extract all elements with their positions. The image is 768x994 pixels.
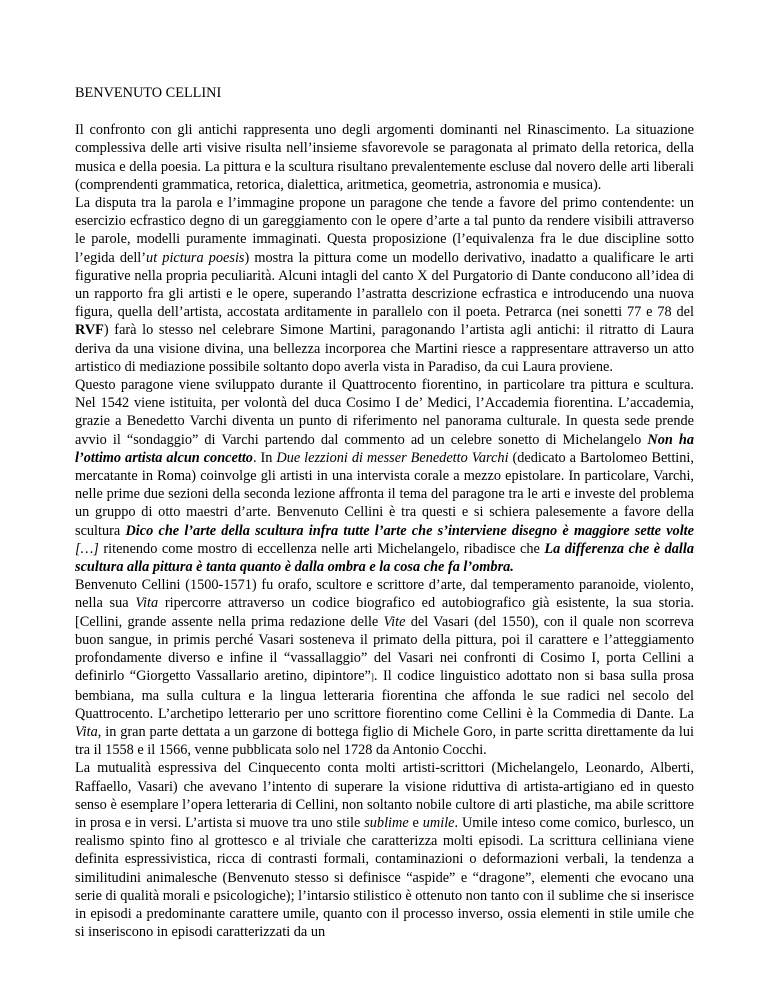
bracket: ]	[370, 672, 374, 683]
text-run: ) farà lo stesso nel celebrare Simone Martini, paragonando l’artista agli antichi: il ritratto di Laura deriva da una visione divina, una bellezza incorporea che Martini riesce a rappresentare attraverso un atto artistico di mediazione possibile soltanto dopo averla vista in Paradiso, da cui Laura proviene.	[75, 322, 694, 375]
paragraph-4	[75, 576, 694, 759]
paragraph-2	[75, 194, 694, 376]
italic-text: Vita	[75, 723, 98, 740]
italic-text: umile	[422, 814, 455, 831]
paragraph-3	[75, 376, 694, 576]
text-run: ritenendo come mostro di eccellenza nelle arti Michelangelo, ribadisce che	[98, 540, 545, 557]
text-run: La disputa tra la parola e l’immagine propone un paragone che tende a favore del primo contendente: un esercizio ecfrastico degno di un gareggiamento con le opere d’arte a tal punto da rendere visibili attraverso le parole, modelli puramente immaginati. Questa proposizione (l’equivalenza fra le due discipline sotto l’egida dell’	[75, 195, 694, 266]
ellipsis: […]	[75, 540, 99, 557]
text-run: ripercorre attraverso un codice biografico ed autobiografico già esistente, la sua storia. [Cellini, grande assente nella prima redazione delle	[75, 595, 694, 630]
italic-text: sublime	[364, 814, 409, 831]
italic-text: ut pictura poesis	[146, 249, 245, 266]
text-run: e	[408, 814, 423, 831]
bold-text: RVF	[75, 322, 104, 339]
italic-text: Vita	[135, 595, 159, 612]
text-run: ) mostra la pittura come un modello derivativo, inadatto a qualificare le arti figurative nella propria peculiarità. Alcuni intagli del canto X del Purgatorio di Dante conducono all’idea di un rapporto fra gli artisti e le opere, superando l’astratta descrizione ecfrastica e introducendo una nuova figura, quella dell’artista, accostata arditamente in parallelo con il poeta. Petrarca (nei sonetti 77 e 78 del	[75, 249, 695, 321]
text-run: Questo paragone viene sviluppato durante il Quattrocento fiorentino, in particolare tra pittura e scultura. Nel 1542 viene istituita, per volontà del duca Cosimo I de’ Medici, l’Accademia fiorentina. L’accademia, grazie a Benedetto Varchi diventa un punto di riferimento nel panorama culturale. In questa sede prende avvio il “sondaggio” di Varchi partendo dal commento ad un celebre sonetto di Michelangelo	[75, 377, 694, 448]
paragraph-5	[75, 759, 694, 941]
text-run: . Il codice linguistico adottato non si basa sulla prosa bembiana, ma sulla cultura e la lingua letteraria fiorentina che affonda le sue radici nel secolo del Quattrocento. L’archetipo letterario per uno scrittore fiorentino come Cellini è la Commedia di Dante. La	[75, 668, 694, 722]
text-run: (dedicato a Bartolomeo Bettini, mercatante in Roma) coinvolge gli artisti in una intervista corale a mezzo epistolare. In particolare, Varchi, nelle prime due sezioni della seconda lezione affronta il tema del paragone tra le arti e investe del problema un gruppo di otto maestri d’arte. Benvenuto Cellini è tra questi e si schiera palesemente a favore della scultura	[75, 449, 694, 539]
sonnet-title: Non ha l’ottimo artista alcun concetto	[75, 431, 694, 466]
document-title: BENVENUTO CELLINI	[75, 85, 222, 101]
quotation: La differenza che è dalla scultura alla pittura è tanta quanto è dalla ombra e la cosa che fa l’ombra.	[75, 540, 694, 576]
text-run: del Vasari (del 1550), con il quale non scorreva buon sangue, in primis perché Vasari sosteneva il primato della pittura, poi il carattere e l’atteggiamento profondamente diverso e infine il “vassallaggio” del Vasari nei confronti di Cosimo I, porta Cellini a definirlo “Giorgetto Vassallario aretino, dipintore”	[75, 613, 695, 685]
text-run: . Umile inteso come comico, burlesco, un realismo spinto fino al grottesco e al triviale che caratterizza molti episodi. La scrittura celliniana viene definita espressivistica, ricca di contrasti formali, contaminazioni o deformazioni verbali, la tendenza a similitudini animalesche (Benvenuto stesso si definisce “aspide” e “dragone”, elementi che evocano una serie di qualità morali e psicologiche); l’intarsio stilistico è ottenuto non tanto con il sublime che si inserisce in episodi a predominante carattere umile, quanto con il processo inverso, ossia elementi in stile umile che si inseriscono in episodi caratterizzati da un	[75, 814, 695, 941]
book-title: Due lezzioni di messer Benedetto Varchi	[276, 449, 509, 466]
text-run: Benvenuto Cellini (1500-1571) fu orafo, scultore e scrittore d’arte, dal temperamento paranoide, violento, nella sua	[75, 577, 694, 612]
text-run: . In	[252, 449, 277, 466]
italic-text: Vite	[383, 613, 406, 630]
quotation: Dico che l’arte della scultura infra tutte l’arte che s’interviene disegno è maggiore sette volte	[125, 522, 694, 539]
text-run: La mutualità espressiva del Cinquecento conta molti artisti-scrittori (Michelangelo, Leonardo, Alberti, Raffaello, Vasari) che avevano l’intento di superare la visione riduttiva di artista-artigiano ed in questo senso è esemplare l’opera letteraria di Cellini, non soltanto nobile cultore di arti plastiche, ma abile scrittore in prosa e in versi. L’artista si muove tra uno stile	[75, 760, 694, 831]
document-body	[75, 84, 694, 941]
text-run: , in gran parte dettata a un garzone di bottega figlio di Michele Goro, in parte scritta direttamente da lui tra il 1558 e il 1566, venne pubblicata solo nel 1728 da Antonio Cocchi.	[75, 723, 694, 759]
paragraph-1: Il confronto con gli antichi rappresenta uno degli argomenti dominanti nel Rinascimento. La situazione complessiva delle arti visive risulta nell’insieme sfavorevole se paragonata al primato della retorica, della musica e della poesia. La pittura e la scultura risultano prevalentemente escluse dal novero delle arti liberali (comprendenti grammatica, retorica, dialettica, aritmetica, geometria, astronomia e musica).	[75, 122, 694, 193]
